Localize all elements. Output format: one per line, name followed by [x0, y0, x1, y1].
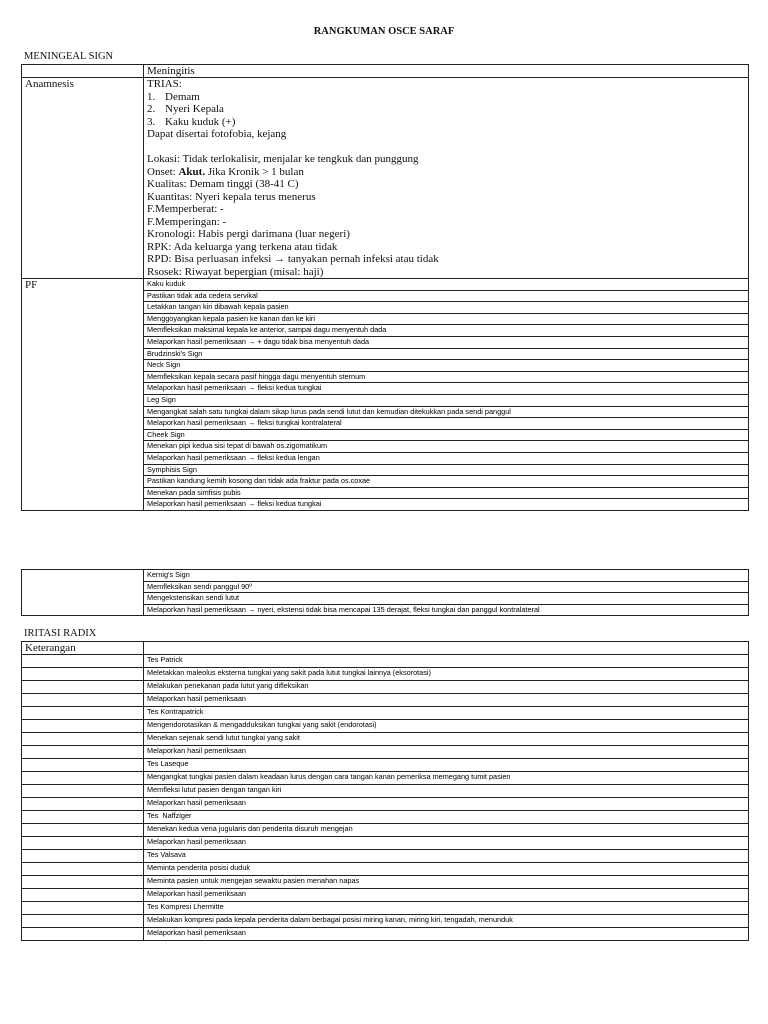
iritasi-item: Meminta penderita posisi duduk — [144, 863, 749, 876]
anamnesis-text: Rsosek: Riwayat bepergian (misal: haji) — [147, 265, 324, 278]
iritasi-row — [22, 720, 749, 733]
iritasi-row — [22, 915, 749, 928]
pf-item: Neck Sign — [144, 360, 749, 372]
anamnesis-text: Kuantitas: Nyeri kepala terus menerus — [147, 190, 316, 203]
iritasi-table-body — [22, 642, 749, 941]
pf-item: Pastikan tidak ada cedera servikal — [144, 290, 749, 302]
iritasi-label-cell — [22, 707, 144, 720]
anamnesis-text: Lokasi: Tidak terlokalisir, menjalar ke tengkuk dan punggung — [147, 153, 419, 165]
pf-item: Kaku kuduk — [144, 279, 749, 291]
meningeal-table — [21, 64, 749, 511]
anamnesis-text: RPK: Ada keluarga yang terkena atau tidak — [147, 240, 338, 253]
keterangan-label: Keterangan — [22, 642, 144, 655]
iritasi-item: Tes Laseque — [144, 759, 749, 772]
anamnesis-row — [22, 78, 749, 279]
meningeal-table-body — [22, 65, 749, 511]
kernig-label-cell — [22, 570, 144, 616]
anamnesis-text: Onset: — [147, 165, 179, 178]
anamnesis-line — [147, 203, 748, 216]
iritasi-row — [22, 824, 749, 837]
iritasi-label-cell — [22, 863, 144, 876]
iritasi-label-cell — [22, 889, 144, 902]
list-number: 2. — [147, 103, 156, 115]
anamnesis-line — [147, 103, 748, 116]
iritasi-label-cell — [22, 772, 144, 785]
anamnesis-line — [147, 191, 748, 204]
iritasi-item: Melaporkan hasil pemeriksaan — [144, 837, 749, 850]
iritasi-row — [22, 681, 749, 694]
table-header-row — [22, 65, 749, 78]
iritasi-row — [22, 850, 749, 863]
iritasi-row — [22, 928, 749, 941]
iritasi-table — [21, 641, 749, 941]
iritasi-row — [22, 889, 749, 902]
iritasi-row — [22, 707, 749, 720]
iritasi-item: Tes Patrick — [144, 655, 749, 668]
anamnesis-line — [147, 241, 748, 254]
anamnesis-text: Kronologi: Habis pergi darimana (luar negeri) — [147, 228, 350, 240]
iritasi-item: Tes Valsava — [144, 850, 749, 863]
iritasi-label-cell — [22, 902, 144, 915]
iritasi-label-cell — [22, 733, 144, 746]
list-number: 1. — [147, 90, 156, 103]
iritasi-item: Melaporkan hasil pemeriksaan — [144, 694, 749, 707]
anamnesis-text: Dapat disertai fotofobia, kejang — [147, 128, 287, 140]
table-header-row — [22, 642, 749, 655]
pf-item: Melaporkan hasil pemeriksaan → fleksi kedua tungkai — [144, 383, 749, 395]
iritasi-label-cell — [22, 694, 144, 707]
pf-item: Menekan pada simfisis pubis — [144, 487, 749, 499]
pf-label: PF — [22, 279, 144, 511]
iritasi-row — [22, 811, 749, 824]
iritasi-label-cell — [22, 655, 144, 668]
iritasi-label-cell — [22, 785, 144, 798]
pf-item: Cheek Sign — [144, 429, 749, 441]
kernig-item: Melaporkan hasil pemeriksaan → nyeri, ekstensi tidak bisa mencapai 135 derajat, fleksi tungkai dan panggul kontralateral — [144, 604, 749, 616]
iritasi-row — [22, 863, 749, 876]
iritasi-item: Menekan kedua vena jugularis dan penderita disuruh mengejan — [144, 824, 749, 837]
iritasi-row — [22, 655, 749, 668]
column-header-meningitis: Meningitis — [144, 65, 749, 78]
pf-item: Melaporkan hasil pemeriksaan → fleksi kedua tungkai — [144, 499, 749, 511]
iritasi-item: Meminta pasien untuk mengejan sewaktu pasien menahan napas — [144, 876, 749, 889]
iritasi-item: Melaporkan hasil pemeriksaan — [144, 889, 749, 902]
iritasi-item: Melaporkan hasil pemeriksaan — [144, 928, 749, 941]
iritasi-item: Memfleksi lutut pasien dengan tangan kiri — [144, 785, 749, 798]
iritasi-item: Melaporkan hasil pemeriksaan — [144, 746, 749, 759]
iritasi-label-cell — [22, 759, 144, 772]
pf-item: Memfleksikan kepala secara pasif hingga dagu menyentuh sternum — [144, 371, 749, 383]
pf-item: Memfleksikan maksimal kepala ke anterior, sampai dagu menyentuh dada — [144, 325, 749, 337]
anamnesis-line — [147, 128, 748, 141]
iritasi-item: Tes Kontrapatrick — [144, 707, 749, 720]
kernig-item: Kernig's Sign — [144, 570, 749, 582]
pf-item: Brudzinski's Sign — [144, 348, 749, 360]
iritasi-item: Melakukan penekanan pada lutut yang difleksikan — [144, 681, 749, 694]
iritasi-row — [22, 772, 749, 785]
kernig-row — [22, 570, 749, 582]
iritasi-item: Melakukan kompresi pada kepala penderita dalam berbagai posisi miring kanan, miring kiri, tengadah, menunduk — [144, 915, 749, 928]
iritasi-label-cell — [22, 668, 144, 681]
iritasi-label-cell — [22, 915, 144, 928]
pf-item: Letakkan tangan kiri dibawah kepala pasien — [144, 302, 749, 314]
iritasi-item: Tes Kompresi Lhermitte — [144, 902, 749, 915]
section-title-meningeal: MENINGEAL SIGN — [24, 51, 114, 62]
iritasi-row — [22, 798, 749, 811]
anamnesis-line — [147, 178, 748, 191]
iritasi-item: Menekan sejenak sendi lutut tungkai yang sakit — [144, 733, 749, 746]
header-left-cell — [22, 65, 144, 78]
pf-item: Mengangkat salah satu tungkai dalam sikap lurus pada sendi lutut dan kemudian ditekukkan pada sendi panggul — [144, 406, 749, 418]
anamnesis-line — [147, 116, 748, 129]
anamnesis-line — [147, 253, 748, 266]
iritasi-row — [22, 785, 749, 798]
iritasi-row — [22, 668, 749, 681]
list-item-text: Demam — [165, 90, 200, 103]
kernig-item: Memfleksikan sendi panggul 90º — [144, 581, 749, 593]
anamnesis-line — [147, 216, 748, 229]
pf-item: Symphisis Sign — [144, 464, 749, 476]
anamnesis-emphasis: Akut. — [178, 165, 206, 178]
iritasi-label-cell — [22, 746, 144, 759]
kernig-item: Mengekstensikan sendi lutut — [144, 593, 749, 605]
pf-item: Menggoyangkan kepala pasien ke kanan dan ke kiri — [144, 313, 749, 325]
anamnesis-text: F.Memperingan: - — [147, 215, 227, 228]
iritasi-row — [22, 876, 749, 889]
pf-item: Melaporkan hasil pemeriksaan → + dagu tidak bisa menyentuh dada — [144, 336, 749, 348]
document-title: RANGKUMAN OSCE SARAF — [313, 26, 455, 37]
pf-row — [22, 279, 749, 291]
section-title-iritasi: IRITASI RADIX — [24, 628, 97, 639]
iritasi-row — [22, 902, 749, 915]
iritasi-item: Meletakkan maleolus eksterna tungkai yang sakit pada lutut tungkai lainnya (eksorotasi) — [144, 668, 749, 681]
list-item-text: Nyeri Kepala — [165, 103, 224, 115]
anamnesis-text: F.Memperberat: - — [147, 203, 224, 215]
iritasi-item: Melaporkan hasil pemeriksaan — [144, 798, 749, 811]
anamnesis-content — [144, 78, 749, 279]
iritasi-row — [22, 733, 749, 746]
kernig-table — [21, 569, 749, 616]
iritasi-label-cell — [22, 928, 144, 941]
anamnesis-line — [147, 141, 748, 154]
iritasi-item: Mengangkat tungkai pasien dalam keadaan lurus dengan cara tangan kanan pemeriksa memegang tumit pasien — [144, 772, 749, 785]
iritasi-label-cell — [22, 720, 144, 733]
iritasi-label-cell — [22, 850, 144, 863]
anamnesis-line — [147, 166, 748, 179]
iritasi-label-cell — [22, 876, 144, 889]
anamnesis-text: Kualitas: Demam tinggi (38-41 C) — [147, 178, 299, 190]
anamnesis-line — [147, 153, 748, 166]
iritasi-item: Tes Naffziger — [144, 811, 749, 824]
iritasi-label-cell — [22, 681, 144, 694]
anamnesis-line — [147, 266, 748, 279]
iritasi-row — [22, 759, 749, 772]
pf-item: Pastikan kandung kemih kosong dan tidak ada fraktur pada os.coxae — [144, 476, 749, 488]
list-item-text: Kaku kuduk (+) — [165, 115, 236, 128]
iritasi-label-cell — [22, 798, 144, 811]
pf-item: Menekan pipi kedua sisi tepat di bawah os.zigomatikum — [144, 441, 749, 453]
anamnesis-label: Anamnesis — [22, 78, 144, 279]
pf-item: Melaporkan hasil pemeriksaan → fleksi tungkai kontralateral — [144, 418, 749, 430]
iritasi-row — [22, 746, 749, 759]
anamnesis-text: TRIAS: — [147, 78, 182, 90]
anamnesis-text: Jika Kronik > 1 bulan — [205, 165, 304, 178]
list-number: 3. — [147, 115, 156, 128]
anamnesis-line — [147, 228, 748, 241]
iritasi-row — [22, 837, 749, 850]
iritasi-label-cell — [22, 824, 144, 837]
iritasi-item: Mengendorotasikan & mengadduksikan tungkai yang sakit (endorotasi) — [144, 720, 749, 733]
iritasi-row — [22, 694, 749, 707]
anamnesis-text: RPD: Bisa perluasan infeksi → tanyakan pernah infeksi atau tidak — [147, 253, 439, 265]
pf-item: Leg Sign — [144, 394, 749, 406]
iritasi-label-cell — [22, 837, 144, 850]
iritasi-label-cell — [22, 811, 144, 824]
pf-item: Melaporkan hasil pemeriksaan → fleksi kedua lengan — [144, 452, 749, 464]
anamnesis-line — [147, 91, 748, 104]
kernig-table-body — [22, 570, 749, 616]
header-right-cell — [144, 642, 749, 655]
anamnesis-line — [147, 78, 748, 91]
